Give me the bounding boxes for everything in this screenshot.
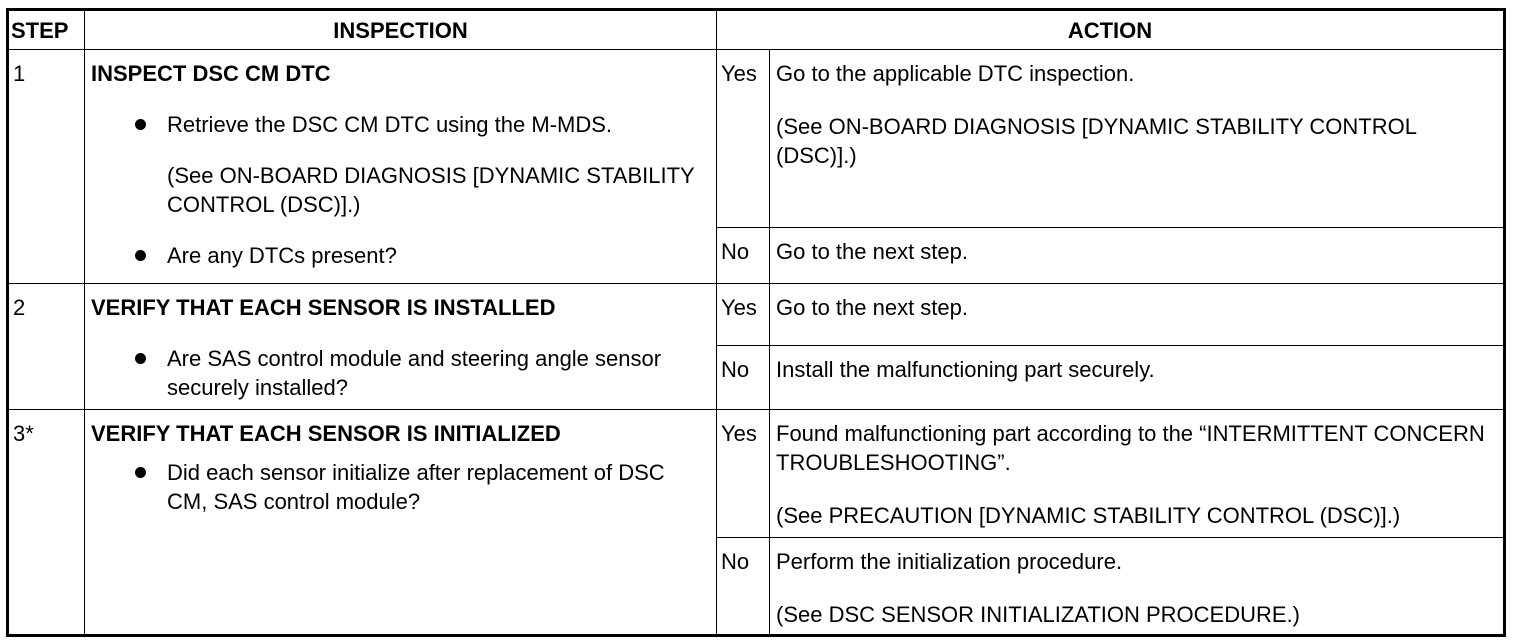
no-label: No <box>717 346 770 410</box>
yes-action <box>770 409 1505 537</box>
step-title: INSPECT DSC CM DTC <box>91 61 331 86</box>
yes-label: Yes <box>717 283 770 345</box>
action-text: Install the malfunctioning part securely. <box>776 357 1155 383</box>
action-reference: (See DSC SENSOR INITIALIZATION PROCEDURE.) <box>776 601 1301 627</box>
step-number: 3* <box>8 409 85 635</box>
action-text: Go to the next step. <box>776 239 969 265</box>
action-reference: (See PRECAUTION [DYNAMIC STABILITY CONTROL (DSC)].) <box>776 502 1401 528</box>
no-action <box>770 346 1505 410</box>
step-number: 1 <box>8 50 85 284</box>
yes-action <box>770 50 1505 228</box>
yes-label: Yes <box>717 50 770 228</box>
action-text: Perform the initialization procedure. <box>776 548 1123 574</box>
yes-action <box>770 283 1505 345</box>
no-label: No <box>717 537 770 635</box>
step-1-inspection <box>85 50 717 284</box>
action-reference: (See ON-BOARD DIAGNOSIS [DYNAMIC STABILITY CONTROL (DSC)].) <box>776 114 1417 168</box>
header-action: ACTION <box>717 10 1505 50</box>
bullet-item: Are SAS control module and steering angle sensor securely installed? <box>91 344 708 402</box>
no-action <box>770 537 1505 635</box>
step-3-yes-row <box>8 409 1505 537</box>
step-1-yes-row <box>8 50 1505 228</box>
bullet-item: Are any DTCs present? <box>91 241 708 270</box>
no-label: No <box>717 228 770 283</box>
reference-note: (See ON-BOARD DIAGNOSIS [DYNAMIC STABILITY CONTROL (DSC)].) <box>167 163 695 217</box>
action-text: Go to the applicable DTC inspection. <box>776 61 1135 86</box>
step-2-inspection <box>85 283 717 409</box>
action-text: Found malfunctioning part according to the “INTERMITTENT CONCERN TROUBLESHOOTING”. <box>776 420 1485 475</box>
step-3-inspection <box>85 409 717 635</box>
step-number: 2 <box>8 283 85 409</box>
no-action <box>770 228 1505 283</box>
bullet-item: Did each sensor initialize after replacement of DSC CM, SAS control module? <box>91 458 708 516</box>
action-text: Go to the next step. <box>776 294 969 320</box>
yes-label: Yes <box>717 409 770 537</box>
step-title: VERIFY THAT EACH SENSOR IS INSTALLED <box>91 294 556 320</box>
header-inspection: INSPECTION <box>85 10 717 50</box>
bullet-item: Retrieve the DSC CM DTC using the M-MDS. <box>91 110 708 139</box>
diagnostic-procedure-table <box>6 8 1506 637</box>
step-title: VERIFY THAT EACH SENSOR IS INITIALIZED <box>91 420 561 446</box>
header-row <box>8 10 1505 50</box>
header-step: STEP <box>8 10 85 50</box>
step-2-yes-row <box>8 283 1505 345</box>
